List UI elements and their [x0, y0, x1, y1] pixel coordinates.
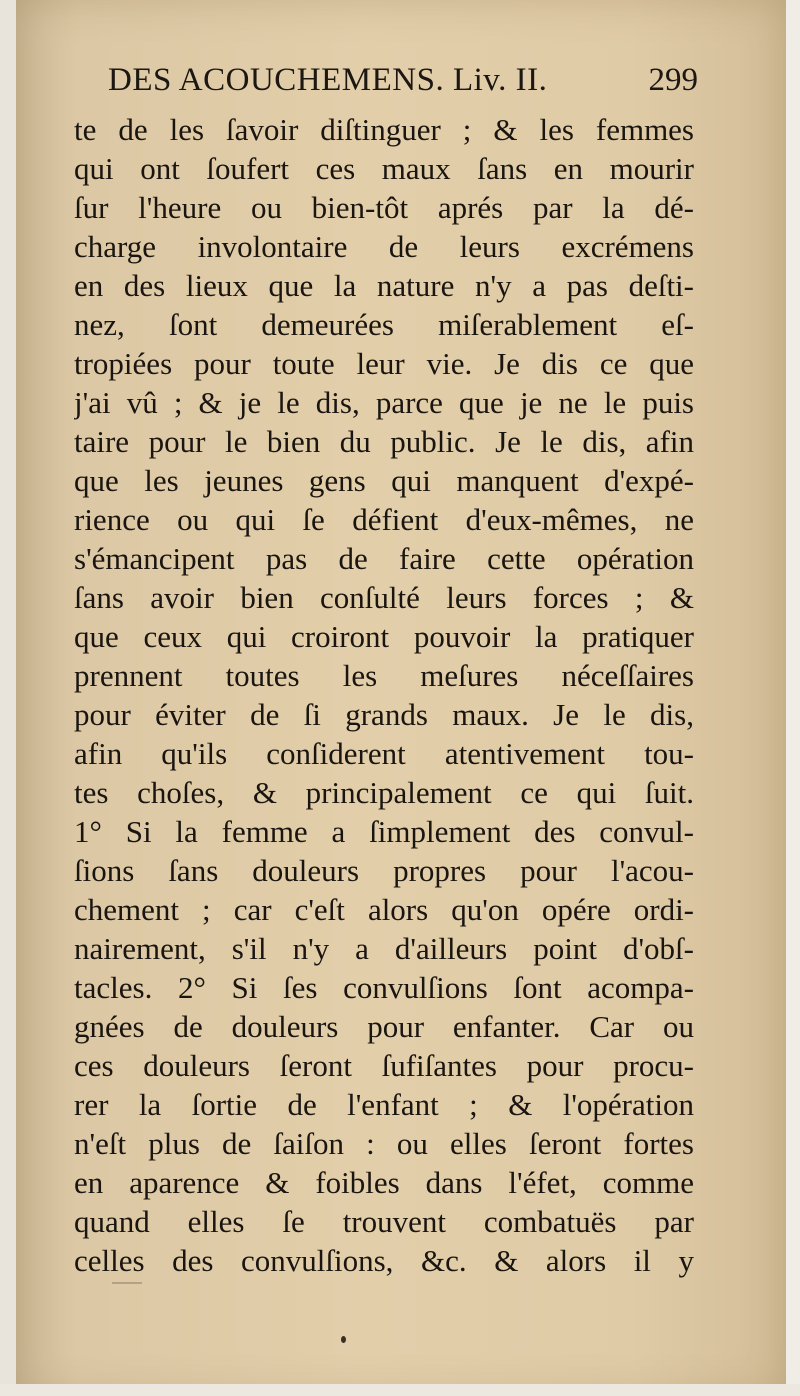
text-line: s'émancipent pas de faire cette opération	[74, 541, 694, 576]
running-title: DES ACOUCHEMENS. Liv. II.	[108, 62, 548, 98]
text-line: afin qu'ils conſiderent atentivement tou-	[74, 736, 694, 771]
ink-speck	[341, 1336, 346, 1343]
page-margin-right	[786, 0, 800, 1396]
text-line: quand elles ſe trouvent combatuës par	[74, 1204, 694, 1239]
text-line: tacles. 2° Si ſes convulſions ſont acompa-	[74, 970, 694, 1005]
text-line: nez, ſont demeurées miſerablement eſ-	[74, 307, 694, 342]
text-line: gnées de douleurs pour enfanter. Car ou	[74, 1009, 694, 1044]
text-line: rer la ſortie de l'enfant ; & l'opération	[74, 1087, 694, 1122]
book-page	[16, 0, 786, 1396]
text-line: pour éviter de ſi grands maux. Je le dis,	[74, 697, 694, 732]
text-line: ſur l'heure ou bien-tôt aprés par la dé-	[74, 190, 694, 225]
page-header	[108, 62, 704, 110]
page-number: 299	[648, 62, 698, 98]
text-line: qui ont ſoufert ces maux ſans en mourir	[74, 151, 694, 186]
body-text	[74, 110, 694, 1280]
text-line: tes choſes, & principalement ce qui ſuit.	[74, 775, 694, 810]
text-line: en des lieux que la nature n'y a pas deſti-	[74, 268, 694, 303]
text-line: que ceux qui croiront pouvoir la pratiquer	[74, 619, 694, 654]
text-line: prennent toutes les meſures néceſſaires	[74, 658, 694, 693]
text-line: celles des convulſions, &c. & alors il y	[74, 1243, 694, 1278]
text-line: ſions ſans douleurs propres pour l'acou-	[74, 853, 694, 888]
text-line: j'ai vû ; & je le dis, parce que je ne le puis	[74, 385, 694, 420]
text-line: chement ; car c'eſt alors qu'on opére ordi-	[74, 892, 694, 927]
text-line: en aparence & foibles dans l'éfet, comme	[74, 1165, 694, 1200]
text-line: nairement, s'il n'y a d'ailleurs point d'obſ-	[74, 931, 694, 966]
text-line: taire pour le bien du public. Je le dis, afin	[74, 424, 694, 459]
text-line: te de les ſavoir diſtinguer ; & les femmes	[74, 112, 694, 147]
text-line: rience ou qui ſe défient d'eux-mêmes, ne	[74, 502, 694, 537]
text-line: charge involontaire de leurs excrémens	[74, 229, 694, 264]
text-line: ſans avoir bien conſulté leurs forces ; &	[74, 580, 694, 615]
paper-mark	[112, 1282, 142, 1284]
page-margin-bottom	[0, 1384, 800, 1396]
text-line: que les jeunes gens qui manquent d'expé-	[74, 463, 694, 498]
text-line: ces douleurs ſeront ſufiſantes pour procu-	[74, 1048, 694, 1083]
text-line: n'eſt plus de ſaiſon : ou elles ſeront fortes	[74, 1126, 694, 1161]
text-line: 1° Si la femme a ſimplement des convul-	[74, 814, 694, 849]
text-line: tropiées pour toute leur vie. Je dis ce que	[74, 346, 694, 381]
